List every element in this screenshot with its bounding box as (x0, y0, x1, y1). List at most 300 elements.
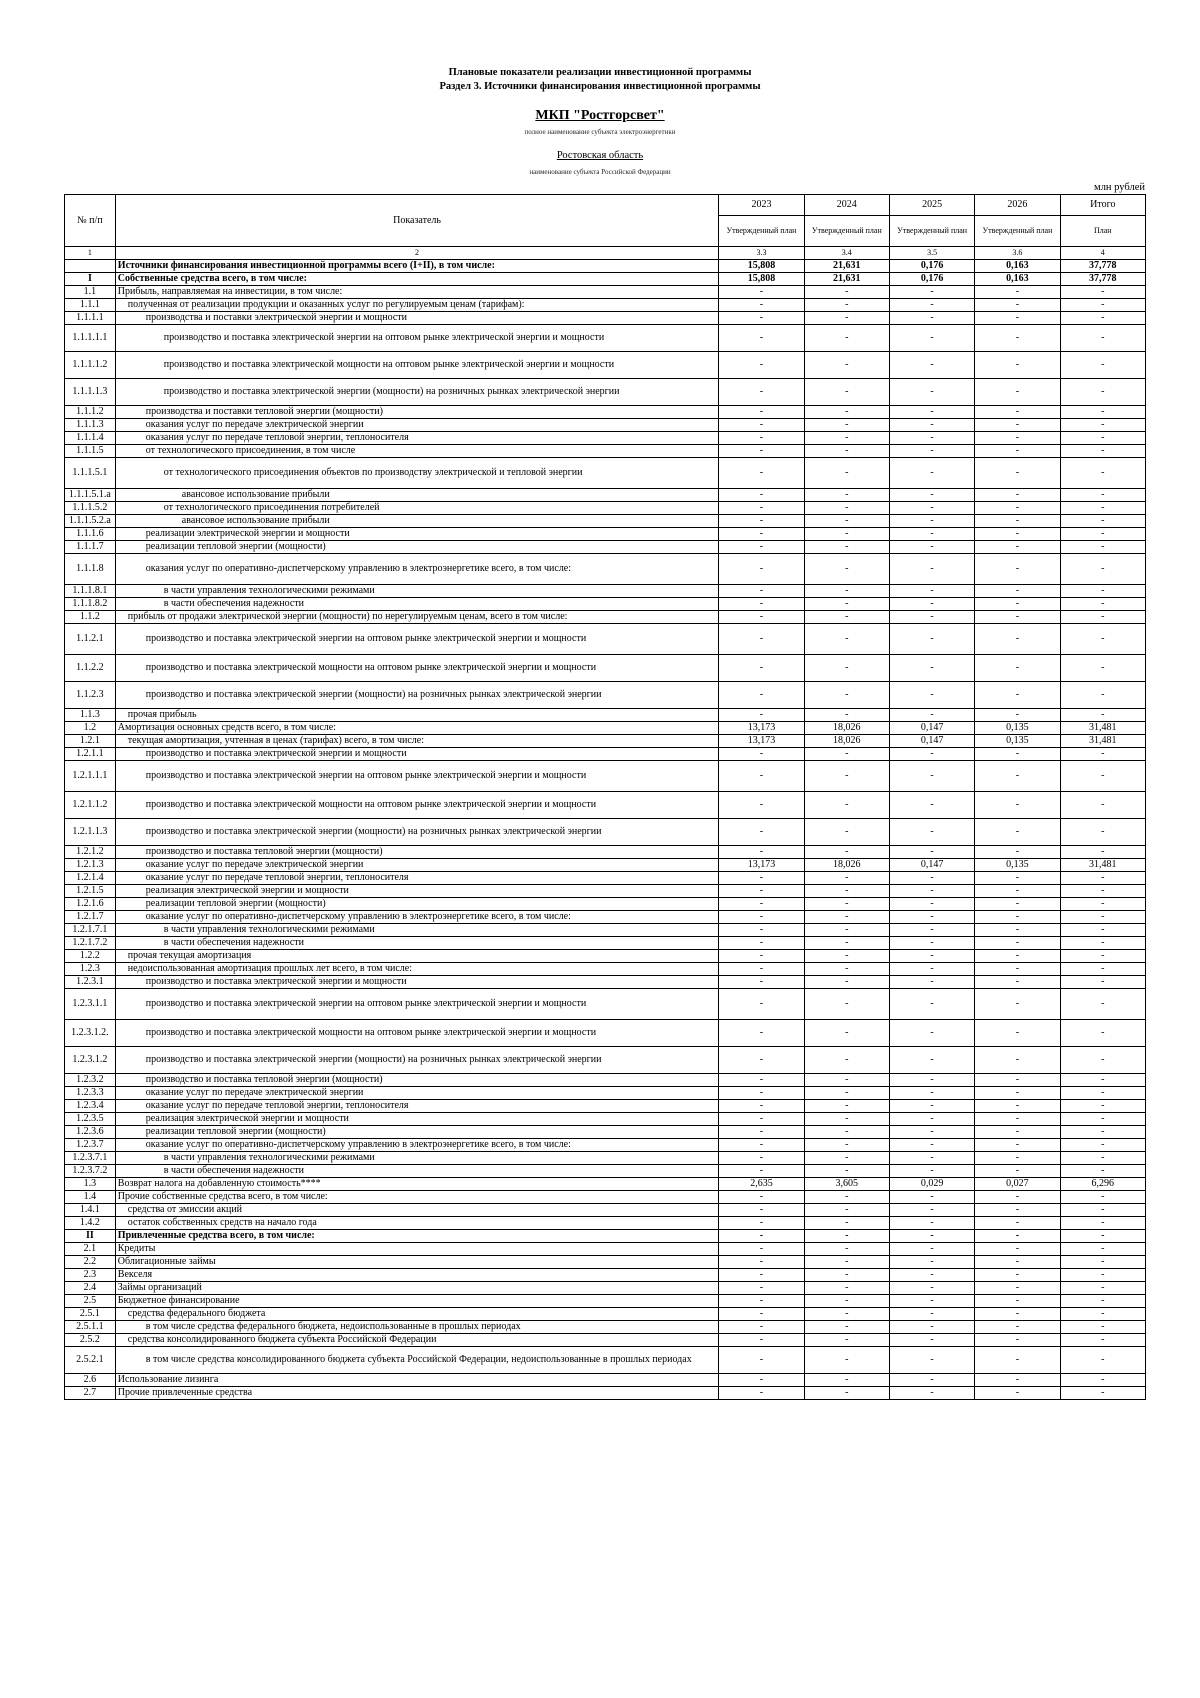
column-index: 3.6 (975, 247, 1060, 260)
row-year-value: - (719, 445, 804, 458)
row-indicator-name: недоиспользованная амортизация прошлых лет всего, в том числе: (115, 963, 718, 976)
organization-caption: полное наименование субъекта электроэнергетики (524, 128, 676, 136)
row-number: 2.2 (65, 1256, 116, 1269)
row-indicator-name: производство и поставка электрической мощности на оптовом рынке электрической энергии и мощности (115, 352, 718, 379)
row-number: 1.1 (65, 286, 116, 299)
row-year-value: - (719, 1204, 804, 1217)
row-year-value: - (804, 976, 889, 989)
row-total-value: - (1060, 1334, 1145, 1347)
row-year-value: - (719, 846, 804, 859)
row-year-value: - (889, 419, 974, 432)
row-year-value: - (719, 885, 804, 898)
row-year-value: - (804, 554, 889, 585)
row-year-value: - (804, 1139, 889, 1152)
row-year-value: - (975, 682, 1060, 709)
row-indicator-name: оказание услуг по передаче тепловой энергии, теплоносителя (115, 1100, 718, 1113)
row-year-value: 15,808 (719, 273, 804, 286)
row-indicator-name: производство и поставка электрической энергии на оптовом рынке электрической энергии и мощности (115, 325, 718, 352)
row-number: 2.5.1.1 (65, 1321, 116, 1334)
row-year-value: 0,027 (975, 1178, 1060, 1191)
table-row (65, 445, 1146, 458)
row-year-value: 18,026 (804, 722, 889, 735)
row-number: 1.2.3.5 (65, 1113, 116, 1126)
table-row (65, 655, 1146, 682)
row-number: 1.1.1.1 (65, 312, 116, 325)
row-year-value: - (804, 299, 889, 312)
row-year-value: - (889, 1256, 974, 1269)
row-indicator-name: в части управления технологическими режимами (115, 924, 718, 937)
row-year-value: - (889, 709, 974, 722)
table-row (65, 989, 1146, 1020)
table-row (65, 1100, 1146, 1113)
row-year-value: - (719, 1100, 804, 1113)
row-year-value: - (804, 1152, 889, 1165)
row-year-value: - (975, 1308, 1060, 1321)
table-row (65, 819, 1146, 846)
row-indicator-name: в части обеспечения надежности (115, 937, 718, 950)
row-number: 1.1.1.4 (65, 432, 116, 445)
row-number: 1.2.3.7 (65, 1139, 116, 1152)
row-indicator-name: от технологического присоединения потребителей (115, 502, 718, 515)
row-year-value: - (975, 761, 1060, 792)
region-caption: наименование субъекта Российской Федерации (529, 168, 671, 176)
row-year-value: - (719, 528, 804, 541)
row-year-value: - (719, 976, 804, 989)
row-total-value: - (1060, 432, 1145, 445)
row-year-value: - (975, 528, 1060, 541)
row-year-value: - (975, 976, 1060, 989)
row-number: 2.6 (65, 1374, 116, 1387)
row-year-value: - (975, 624, 1060, 655)
table-row (65, 273, 1146, 286)
row-year-value: - (975, 792, 1060, 819)
row-year-value: - (889, 432, 974, 445)
row-year-value: - (804, 819, 889, 846)
row-year-value: - (804, 655, 889, 682)
row-year-value: - (889, 1230, 974, 1243)
organization-name-text: МКП "Ростгорсвет" (535, 108, 665, 123)
row-number: 1.2.3.2 (65, 1074, 116, 1087)
row-year-value: - (975, 846, 1060, 859)
row-indicator-name: реализации тепловой энергии (мощности) (115, 898, 718, 911)
row-total-value: - (1060, 325, 1145, 352)
row-indicator-name: Возврат налога на добавленную стоимость**** (115, 1178, 718, 1191)
row-indicator-name: производства и поставки тепловой энергии (мощности) (115, 406, 718, 419)
row-total-value: - (1060, 406, 1145, 419)
row-year-value: - (889, 1113, 974, 1126)
row-year-value: - (975, 872, 1060, 885)
row-year-value: - (804, 432, 889, 445)
row-year-value: - (975, 1126, 1060, 1139)
row-year-value: - (804, 325, 889, 352)
row-year-value: - (804, 761, 889, 792)
title-line-2: Раздел 3. Источники финансирования инвестиционной программы (439, 81, 761, 92)
row-year-value: - (889, 1204, 974, 1217)
row-indicator-name: реализация электрической энергии и мощности (115, 1113, 718, 1126)
row-total-value: - (1060, 1321, 1145, 1334)
row-number: 1.2.1.1.3 (65, 819, 116, 846)
row-indicator-name: реализации тепловой энергии (мощности) (115, 1126, 718, 1139)
row-year-value: - (719, 515, 804, 528)
row-indicator-name: производство и поставка электрической энергии (мощности) на розничных рынках электрической энергии (115, 379, 718, 406)
row-year-value: - (975, 819, 1060, 846)
row-year-value: - (719, 458, 804, 489)
row-number: 1.1.1.2 (65, 406, 116, 419)
row-indicator-name: производство и поставка электрической энергии (мощности) на розничных рынках электрической энергии (115, 819, 718, 846)
row-number: 1.4.2 (65, 1217, 116, 1230)
row-year-value: 15,808 (719, 260, 804, 273)
row-year-value: - (975, 1047, 1060, 1074)
row-total-value: - (1060, 1256, 1145, 1269)
row-year-value: 21,631 (804, 273, 889, 286)
row-year-value: - (804, 872, 889, 885)
table-row (65, 963, 1146, 976)
row-indicator-name: Прочие собственные средства всего, в том числе: (115, 1191, 718, 1204)
region-name (0, 150, 1200, 161)
row-year-value: - (975, 379, 1060, 406)
row-year-value: - (719, 1243, 804, 1256)
row-number: 1.1.2.2 (65, 655, 116, 682)
row-number: 1.2.1.6 (65, 898, 116, 911)
row-year-value: - (889, 502, 974, 515)
row-total-value: - (1060, 1282, 1145, 1295)
row-year-value: 2,635 (719, 1178, 804, 1191)
table-row (65, 1020, 1146, 1047)
row-year-value: - (719, 819, 804, 846)
row-year-value: - (889, 598, 974, 611)
row-year-value: - (975, 1100, 1060, 1113)
row-year-value: - (719, 1074, 804, 1087)
row-year-value: - (804, 528, 889, 541)
row-number: 1.2.3.1.2. (65, 1020, 116, 1047)
row-year-value: - (889, 1217, 974, 1230)
row-year-value: - (975, 748, 1060, 761)
row-indicator-name: оказание услуг по оперативно-диспетчерскому управлению в электроэнергетике всего, в том числе: (115, 911, 718, 924)
row-number: 1.1.1.8.1 (65, 585, 116, 598)
row-year-value: - (804, 445, 889, 458)
row-year-value: - (975, 950, 1060, 963)
row-number: 1.2.3.7.1 (65, 1152, 116, 1165)
table-row (65, 379, 1146, 406)
row-year-value: - (804, 1321, 889, 1334)
row-year-value: - (804, 885, 889, 898)
row-year-value: - (889, 898, 974, 911)
row-year-value: - (975, 1243, 1060, 1256)
row-year-value: - (889, 1334, 974, 1347)
row-year-value: - (719, 419, 804, 432)
row-total-value: - (1060, 1347, 1145, 1374)
row-total-value: - (1060, 379, 1145, 406)
row-year-value: - (889, 528, 974, 541)
row-total-value: - (1060, 682, 1145, 709)
row-year-value: - (719, 937, 804, 950)
table-row (65, 312, 1146, 325)
row-year-value: - (889, 846, 974, 859)
table-row (65, 1387, 1146, 1400)
row-total-value: - (1060, 1113, 1145, 1126)
row-year-value: - (804, 541, 889, 554)
row-total-value: - (1060, 458, 1145, 489)
row-year-value: - (889, 1321, 974, 1334)
row-year-value: - (804, 1269, 889, 1282)
row-total-value: - (1060, 1074, 1145, 1087)
row-year-value: - (889, 611, 974, 624)
row-year-value: - (889, 819, 974, 846)
row-year-value: - (889, 1100, 974, 1113)
table-row (65, 299, 1146, 312)
row-indicator-name: Собственные средства всего, в том числе: (115, 273, 718, 286)
row-year-value: - (975, 502, 1060, 515)
row-indicator-name: производство и поставка электрической энергии (мощности) на розничных рынках электрической энергии (115, 1047, 718, 1074)
row-indicator-name: производство и поставка электрической энергии на оптовом рынке электрической энергии и мощности (115, 761, 718, 792)
row-total-value: - (1060, 624, 1145, 655)
row-year-value: - (975, 1204, 1060, 1217)
row-year-value: - (719, 898, 804, 911)
row-number: 1.2.3.1 (65, 976, 116, 989)
table-row (65, 937, 1146, 950)
row-year-value: - (804, 352, 889, 379)
table-row (65, 911, 1146, 924)
row-year-value: - (804, 937, 889, 950)
table-row (65, 1321, 1146, 1334)
row-indicator-name: Кредиты (115, 1243, 718, 1256)
row-year-value: - (804, 924, 889, 937)
row-number: 1.2.1.7.1 (65, 924, 116, 937)
row-total-value: - (1060, 1374, 1145, 1387)
row-year-value: - (889, 1047, 974, 1074)
row-total-value: 37,778 (1060, 260, 1145, 273)
row-number: 1.2.1.3 (65, 859, 116, 872)
row-year-value: - (719, 585, 804, 598)
table-row (65, 1269, 1146, 1282)
row-indicator-name: Прибыль, направляемая на инвестиции, в том числе: (115, 286, 718, 299)
row-total-value: - (1060, 1152, 1145, 1165)
row-total-value: - (1060, 748, 1145, 761)
row-total-value: - (1060, 1243, 1145, 1256)
row-year-value: - (719, 1321, 804, 1334)
row-total-value: - (1060, 1387, 1145, 1400)
row-year-value: - (804, 1047, 889, 1074)
row-number: I (65, 273, 116, 286)
table-row (65, 489, 1146, 502)
table-row (65, 1087, 1146, 1100)
row-year-value: - (975, 911, 1060, 924)
header-row-index (65, 247, 1146, 260)
row-year-value: - (719, 963, 804, 976)
row-total-value: - (1060, 515, 1145, 528)
row-year-value: - (719, 1308, 804, 1321)
row-total-value: - (1060, 611, 1145, 624)
row-indicator-name: авансовое использование прибыли (115, 489, 718, 502)
row-year-value: - (975, 1295, 1060, 1308)
row-year-value: - (975, 299, 1060, 312)
row-year-value: - (719, 1230, 804, 1243)
table-row (65, 554, 1146, 585)
row-total-value: - (1060, 976, 1145, 989)
table-row (65, 1230, 1146, 1243)
row-year-value: - (804, 1100, 889, 1113)
row-year-value: - (889, 1282, 974, 1295)
row-year-value: - (975, 989, 1060, 1020)
row-number: 1.2.1.5 (65, 885, 116, 898)
row-year-value: - (804, 611, 889, 624)
row-year-value: - (889, 976, 974, 989)
row-year-value: - (975, 458, 1060, 489)
table-row (65, 260, 1146, 273)
row-year-value: - (975, 937, 1060, 950)
row-year-value: - (804, 489, 889, 502)
row-indicator-name: Облигационные займы (115, 1256, 718, 1269)
row-number: 1.2.1.7 (65, 911, 116, 924)
row-year-value: - (889, 352, 974, 379)
row-total-value: - (1060, 419, 1145, 432)
row-year-value: - (719, 1165, 804, 1178)
row-year-value: - (975, 406, 1060, 419)
row-year-value: 0,163 (975, 260, 1060, 273)
row-year-value: - (889, 554, 974, 585)
row-year-value: - (719, 1269, 804, 1282)
row-year-value: - (975, 1087, 1060, 1100)
row-indicator-name: в части управления технологическими режимами (115, 1152, 718, 1165)
table-row (65, 406, 1146, 419)
row-year-value: - (719, 792, 804, 819)
row-year-value: - (719, 1282, 804, 1295)
row-total-value: - (1060, 655, 1145, 682)
row-year-value: - (975, 1074, 1060, 1087)
row-number: 2.5 (65, 1295, 116, 1308)
table-row (65, 352, 1146, 379)
table-row (65, 1204, 1146, 1217)
row-year-value: - (719, 682, 804, 709)
row-indicator-name: Прочие привлеченные средства (115, 1387, 718, 1400)
row-year-value: 0,147 (889, 722, 974, 735)
unit-label: млн рублей (1094, 182, 1145, 193)
row-year-value: - (719, 1217, 804, 1230)
table-row (65, 1295, 1146, 1308)
row-year-value: - (889, 1387, 974, 1400)
table-row (65, 924, 1146, 937)
row-number: 1.2.1.1 (65, 748, 116, 761)
row-year-value: - (889, 655, 974, 682)
row-year-value: - (804, 1374, 889, 1387)
row-number: 1.2.1 (65, 735, 116, 748)
table-row (65, 950, 1146, 963)
table-row (65, 722, 1146, 735)
row-year-value: - (719, 1152, 804, 1165)
row-year-value: - (804, 1126, 889, 1139)
row-year-value: - (889, 1295, 974, 1308)
row-year-value: - (804, 950, 889, 963)
row-number: 1.1.1.5.1.a (65, 489, 116, 502)
row-year-value: - (975, 445, 1060, 458)
row-number: 1.1.2.3 (65, 682, 116, 709)
header-row-years (65, 195, 1146, 216)
row-indicator-name: авансовое использование прибыли (115, 515, 718, 528)
row-year-value: - (804, 748, 889, 761)
row-year-value: - (889, 379, 974, 406)
row-number: 1.1.1.1.3 (65, 379, 116, 406)
table-row (65, 1282, 1146, 1295)
row-year-value: - (975, 885, 1060, 898)
row-year-value: 0,147 (889, 735, 974, 748)
row-total-value: - (1060, 1308, 1145, 1321)
col-num-header: № п/п (65, 195, 116, 247)
table-row (65, 735, 1146, 748)
row-number: 1.1.1.3 (65, 419, 116, 432)
row-total-value: 31,481 (1060, 735, 1145, 748)
table-row (65, 1074, 1146, 1087)
row-number: 1.2.3.4 (65, 1100, 116, 1113)
row-year-value: - (804, 911, 889, 924)
row-year-value: - (889, 1191, 974, 1204)
row-total-value: - (1060, 937, 1145, 950)
row-year-value: - (975, 515, 1060, 528)
row-total-value: - (1060, 898, 1145, 911)
row-number: 1.1.3 (65, 709, 116, 722)
table-row (65, 748, 1146, 761)
row-year-value: - (889, 682, 974, 709)
row-indicator-name: производство и поставка электрической энергии на оптовом рынке электрической энергии и мощности (115, 624, 718, 655)
row-total-value: - (1060, 1100, 1145, 1113)
plan-subheader: Утвержденный план (804, 216, 889, 247)
row-indicator-name: оказания услуг по передаче электрической энергии (115, 419, 718, 432)
row-year-value: 0,135 (975, 859, 1060, 872)
row-total-value: - (1060, 598, 1145, 611)
row-year-value: - (889, 872, 974, 885)
row-indicator-name: оказание услуг по передаче электрической энергии (115, 859, 718, 872)
table-row (65, 1256, 1146, 1269)
title-line-1: Плановые показатели реализации инвестиционной программы (448, 67, 752, 78)
row-number: 1.4.1 (65, 1204, 116, 1217)
row-indicator-name: производство и поставка электрической мощности на оптовом рынке электрической энергии и мощности (115, 655, 718, 682)
row-year-value: - (719, 352, 804, 379)
row-year-value: - (975, 1256, 1060, 1269)
row-total-value: - (1060, 1020, 1145, 1047)
plan-subheader: Утвержденный план (719, 216, 804, 247)
row-indicator-name: в части управления технологическими режимами (115, 585, 718, 598)
row-indicator-name: от технологического присоединения объектов по производству электрической и тепловой энергии (115, 458, 718, 489)
row-total-value: - (1060, 445, 1145, 458)
row-year-value: - (889, 1152, 974, 1165)
row-year-value: - (804, 585, 889, 598)
table-row (65, 515, 1146, 528)
row-year-value: - (719, 1374, 804, 1387)
row-total-value: 31,481 (1060, 722, 1145, 735)
col-name-header: Показатель (115, 195, 718, 247)
row-indicator-name: прибыль от продажи электрической энергии (мощности) по нерегулируемым ценам, всего в том числе: (115, 611, 718, 624)
table-row (65, 1243, 1146, 1256)
row-year-value: - (889, 286, 974, 299)
row-number: 1.2.1.1.1 (65, 761, 116, 792)
row-year-value: - (719, 1334, 804, 1347)
row-total-value: - (1060, 792, 1145, 819)
row-year-value: - (889, 1020, 974, 1047)
row-indicator-name: средства консолидированного бюджета субъекта Российской Федерации (115, 1334, 718, 1347)
row-year-value: - (719, 312, 804, 325)
row-total-value: - (1060, 709, 1145, 722)
row-total-value: - (1060, 963, 1145, 976)
row-year-value: - (889, 911, 974, 924)
row-year-value: - (719, 502, 804, 515)
row-total-value: - (1060, 819, 1145, 846)
row-year-value: - (975, 924, 1060, 937)
row-indicator-name: реализации тепловой энергии (мощности) (115, 541, 718, 554)
row-year-value: 21,631 (804, 260, 889, 273)
row-year-value: 18,026 (804, 859, 889, 872)
row-total-value: 6,296 (1060, 1178, 1145, 1191)
row-year-value: - (889, 950, 974, 963)
row-year-value: - (889, 1347, 974, 1374)
